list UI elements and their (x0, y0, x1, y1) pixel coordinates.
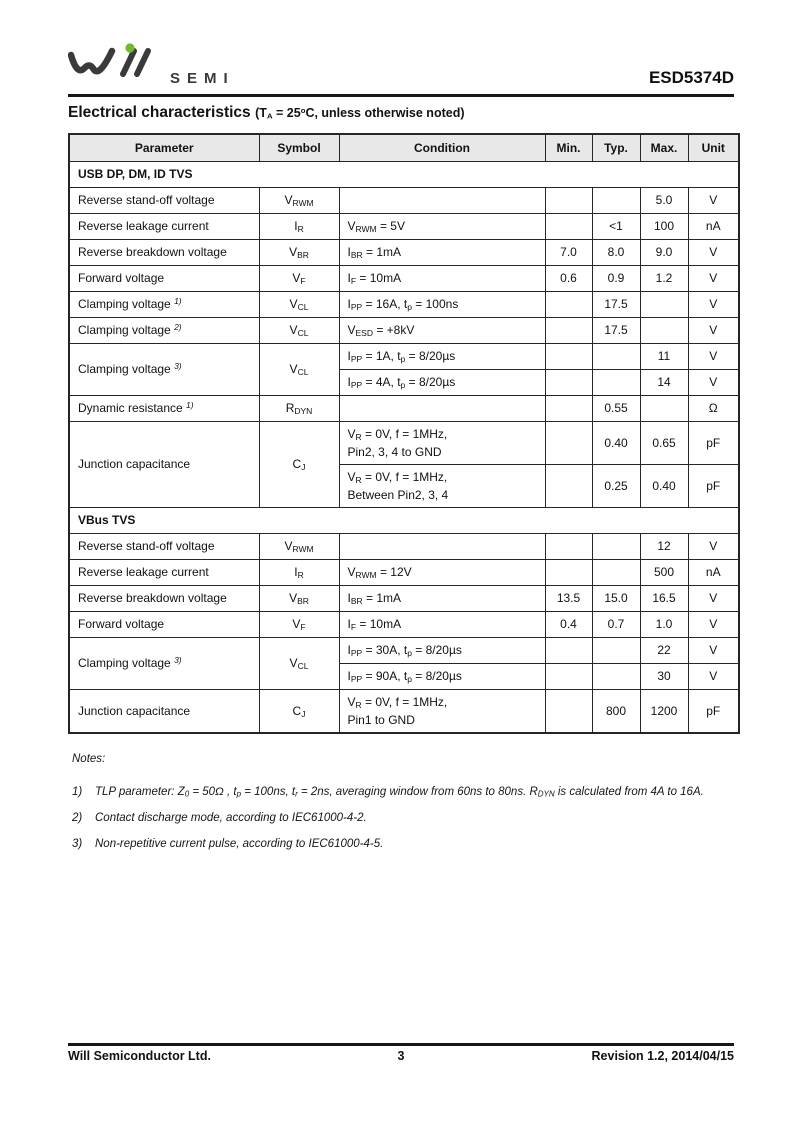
product-number: ESD5374D (648, 68, 734, 87)
column-header: Condition (339, 134, 545, 161)
table-cell (545, 317, 592, 343)
table-cell: nA (688, 213, 739, 239)
table-cell (640, 291, 688, 317)
table-cell (592, 533, 640, 559)
section-title-cell: USB DP, DM, ID TVS (69, 161, 739, 187)
spec-table (68, 133, 740, 734)
table-row (69, 533, 739, 559)
table-row (69, 611, 739, 637)
table-cell: Clamping voltage $^{3)}$ (69, 343, 259, 395)
table-cell: V (688, 317, 739, 343)
section-heading (68, 104, 732, 122)
table-row (69, 343, 739, 369)
table-cell: V (688, 187, 739, 213)
header-rule (68, 94, 734, 97)
table-cell (640, 395, 688, 421)
page-footer (68, 1043, 734, 1067)
table-row (69, 187, 739, 213)
table-cell: $I_{BR} = 1mA$ (339, 239, 545, 265)
table-cell: $V_{RWM} = 5V$ (339, 213, 545, 239)
table-cell (545, 689, 592, 733)
footer-rule (68, 1043, 734, 1046)
table-cell: $I_{BR} = 1mA$ (339, 585, 545, 611)
table-cell: Junction capacitance (69, 689, 259, 733)
column-header: Symbol (259, 134, 339, 161)
table-cell: 0.7 (592, 611, 640, 637)
table-cell: 0.9 (592, 265, 640, 291)
table-cell: $V_R = 0V$, f = 1MHz, Pin2, 3, 4 to GND (339, 421, 545, 464)
table-cell: 0.6 (545, 265, 592, 291)
table-cell: Reverse stand-off voltage (69, 533, 259, 559)
table-cell: 0.65 (640, 421, 688, 464)
footer-company: Will Semiconductor Ltd. (68, 1049, 211, 1063)
table-cell: $I_{PP} = 16A$, $t_p = 100ns$ (339, 291, 545, 317)
table-cell: 0.4 (545, 611, 592, 637)
table-cell: V (688, 637, 739, 663)
table-cell (592, 663, 640, 689)
table-cell (545, 291, 592, 317)
table-cell: Junction capacitance (69, 421, 259, 507)
notes-section (72, 749, 732, 857)
table-row (69, 291, 739, 317)
table-cell: V (688, 343, 739, 369)
table-cell: $V_{RWM} = 12V$ (339, 559, 545, 585)
note-number: 1) (72, 785, 83, 798)
column-header: Min. (545, 134, 592, 161)
table-cell: Clamping voltage $^{2)}$ (69, 317, 259, 343)
table-row (69, 239, 739, 265)
note-number: 3) (72, 837, 83, 850)
table-cell (339, 187, 545, 213)
table-cell: $V_{CL}$ (259, 637, 339, 689)
table-cell: $R_{DYN}$ (259, 395, 339, 421)
table-row (69, 637, 739, 663)
table-cell: 7.0 (545, 239, 592, 265)
table-cell: 11 (640, 343, 688, 369)
table-cell: V (688, 291, 739, 317)
table-cell: 22 (640, 637, 688, 663)
table-cell: Forward voltage (69, 265, 259, 291)
table-cell: V (688, 663, 739, 689)
table-cell: V (688, 369, 739, 395)
section-row (69, 507, 739, 533)
table-cell: 12 (640, 533, 688, 559)
table-cell: $I_R$ (259, 559, 339, 585)
footer-revision: Revision 1.2, 2014/04/15 (591, 1049, 734, 1063)
footer-page-number: 3 (397, 1049, 405, 1063)
table-cell: $I_{PP} = 4A$, $t_p = 8/20\mu s$ (339, 369, 545, 395)
section-row (69, 161, 739, 187)
table-cell: $I_{PP} = 30A$, $t_p = 8/20\mu s$ (339, 637, 545, 663)
table-cell: 0.25 (592, 464, 640, 507)
table-cell: 0.40 (640, 464, 688, 507)
table-cell: 0.40 (592, 421, 640, 464)
notes-list (72, 779, 732, 857)
table-cell: nA (688, 559, 739, 585)
table-cell (339, 395, 545, 421)
note-number: 2) (72, 811, 83, 824)
table-cell: $V_{BR}$ (259, 585, 339, 611)
table-cell: 500 (640, 559, 688, 585)
note-text: Contact discharge mode, according to IEC61000-4-2. (95, 811, 367, 824)
table-cell: $V_{RWM}$ (259, 533, 339, 559)
table-row (69, 265, 739, 291)
table-cell: pF (688, 421, 739, 464)
table-cell: 1.2 (640, 265, 688, 291)
table-cell: $V_F$ (259, 611, 339, 637)
table-cell: 15.0 (592, 585, 640, 611)
table-row (69, 421, 739, 464)
table-cell: Clamping voltage $^{1)}$ (69, 291, 259, 317)
table-row (69, 317, 739, 343)
table-cell: Reverse leakage current (69, 213, 259, 239)
table-cell: V (688, 611, 739, 637)
note-item (72, 779, 732, 805)
table-cell: $C_J$ (259, 421, 339, 507)
table-cell (592, 343, 640, 369)
table-cell: 13.5 (545, 585, 592, 611)
table-cell: 17.5 (592, 291, 640, 317)
table-cell: V (688, 533, 739, 559)
table-cell: $V_R = 0V$, f = 1MHz, Between Pin2, 3, 4 (339, 464, 545, 507)
table-row (69, 213, 739, 239)
table-cell: pF (688, 464, 739, 507)
table-cell: 5.0 (640, 187, 688, 213)
will-semi-logo-icon (68, 43, 160, 90)
table-cell: $V_F$ (259, 265, 339, 291)
table-cell (640, 317, 688, 343)
table-cell: Forward voltage (69, 611, 259, 637)
note-item (72, 831, 732, 857)
table-row (69, 559, 739, 585)
table-cell (545, 395, 592, 421)
table-row (69, 585, 739, 611)
page-header (0, 0, 800, 97)
brand-block (68, 43, 235, 90)
table-cell: $I_{PP} = 90A$, $t_p = 8/20\mu s$ (339, 663, 545, 689)
section-title-cell: VBus TVS (69, 507, 739, 533)
table-cell: $V_{CL}$ (259, 343, 339, 395)
note-text: TLP parameter: $Z_0 = 50\Omega$ , $t_p = 100ns$, $t_r = 2ns$, averaging window from 60ns to 80ns. $R_{DYN}$ is calculated from 4A to 16A. (95, 785, 704, 799)
table-row (69, 689, 739, 733)
table-cell: V (688, 239, 739, 265)
table-cell: $I_F = 10mA$ (339, 611, 545, 637)
table-cell: pF (688, 689, 739, 733)
table-cell: 17.5 (592, 317, 640, 343)
table-cell: 800 (592, 689, 640, 733)
table-row (69, 395, 739, 421)
table-cell: $V_R = 0V$, f = 1MHz, Pin1 to GND (339, 689, 545, 733)
table-cell: 1.0 (640, 611, 688, 637)
table-cell: 14 (640, 369, 688, 395)
table-cell: 0.55 (592, 395, 640, 421)
note-item (72, 805, 732, 831)
table-cell (545, 369, 592, 395)
table-cell: <1 (592, 213, 640, 239)
table-cell: $V_{ESD} = +8kV$ (339, 317, 545, 343)
table-cell: 8.0 (592, 239, 640, 265)
table-cell: 9.0 (640, 239, 688, 265)
table-cell: Reverse stand-off voltage (69, 187, 259, 213)
table-cell: V (688, 585, 739, 611)
table-cell: Reverse breakdown voltage (69, 239, 259, 265)
table-cell (545, 637, 592, 663)
notes-label: Notes: (72, 752, 106, 765)
table-cell (545, 187, 592, 213)
table-cell (592, 637, 640, 663)
column-header: Parameter (69, 134, 259, 161)
table-cell: $I_R$ (259, 213, 339, 239)
table-cell (545, 343, 592, 369)
column-header: Unit (688, 134, 739, 161)
table-cell: $C_J$ (259, 689, 339, 733)
table-cell (592, 187, 640, 213)
table-cell: $I_F = 10mA$ (339, 265, 545, 291)
table-cell: Clamping voltage $^{3)}$ (69, 637, 259, 689)
brand-name: SEMI (170, 70, 235, 87)
table-cell (339, 533, 545, 559)
column-header: Max. (640, 134, 688, 161)
section-title: Electrical characteristics (68, 104, 251, 121)
column-header: Typ. (592, 134, 640, 161)
table-cell (545, 663, 592, 689)
table-cell: Dynamic resistance $^{1)}$ (69, 395, 259, 421)
section-subtitle: ($T_A = 25^oC$, unless otherwise noted) (255, 106, 465, 121)
table-cell (592, 559, 640, 585)
table-cell: $I_{PP} = 1A$, $t_p = 8/20\mu s$ (339, 343, 545, 369)
table-cell (545, 533, 592, 559)
table-cell: $V_{CL}$ (259, 317, 339, 343)
table-cell: 16.5 (640, 585, 688, 611)
table-cell: Reverse breakdown voltage (69, 585, 259, 611)
note-text: Non-repetitive current pulse, according to IEC61000-4-5. (95, 837, 384, 850)
table-cell (545, 213, 592, 239)
table-cell: 30 (640, 663, 688, 689)
table-cell (592, 369, 640, 395)
table-cell: Reverse leakage current (69, 559, 259, 585)
table-cell: Ω (688, 395, 739, 421)
table-cell: $V_{RWM}$ (259, 187, 339, 213)
table-cell: 100 (640, 213, 688, 239)
table-cell (545, 559, 592, 585)
spec-table-body (69, 161, 739, 733)
table-cell: $V_{CL}$ (259, 291, 339, 317)
table-cell (545, 421, 592, 464)
spec-table-header-row (69, 134, 739, 161)
table-cell: $V_{BR}$ (259, 239, 339, 265)
table-cell: 1200 (640, 689, 688, 733)
table-cell: V (688, 265, 739, 291)
table-cell (545, 464, 592, 507)
